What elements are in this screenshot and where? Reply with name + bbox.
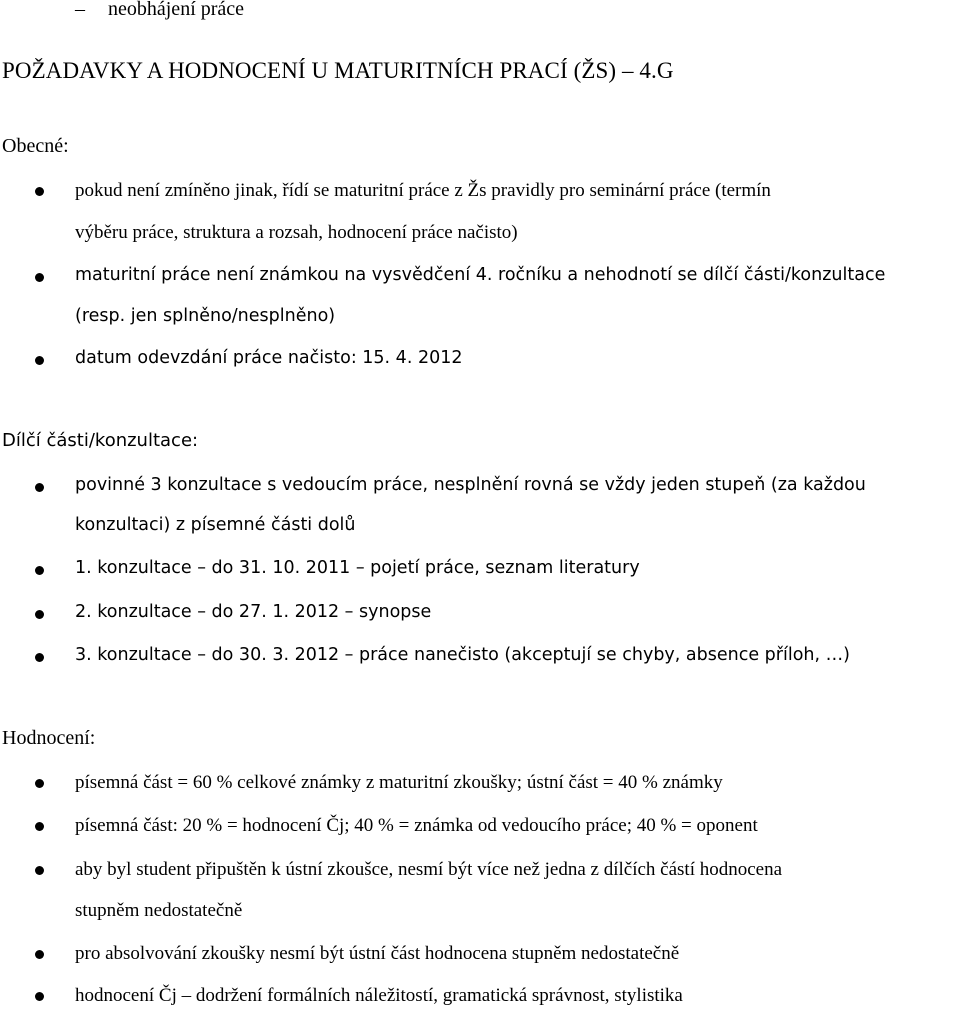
bullet-icon xyxy=(35,187,44,196)
list-item-line: stupněm nedostatečně xyxy=(75,900,243,921)
list-item-line: hodnocení Čj – dodržení formálních náležitostí, gramatická správnost, stylistika xyxy=(75,985,683,1006)
list-item-line: (resp. jen splněno/nesplněno) xyxy=(75,306,336,326)
list-item-line: 3. konzultace – do 30. 3. 2012 – práce nanečisto (akceptují se chyby, absence příloh, …) xyxy=(75,645,850,665)
list-item-line: 2. konzultace – do 27. 1. 2012 – synopse xyxy=(75,602,432,622)
bullet-icon xyxy=(35,483,44,492)
bullet-icon xyxy=(35,866,44,875)
list-item-line: aby byl student připuštěn k ústní zkoušce, nesmí být více než jedna z dílčích částí hodnocena xyxy=(75,859,783,880)
section-heading-parts: Dílčí části/konzultace: xyxy=(2,430,199,451)
bullet-icon xyxy=(35,653,44,662)
bullet-icon xyxy=(35,992,44,1001)
bullet-icon xyxy=(35,356,44,365)
list-item-line: povinné 3 konzultace s vedoucím práce, nesplnění rovná se vždy jeden stupeň (za každou xyxy=(75,475,866,495)
bullet-icon xyxy=(35,566,44,575)
list-item-line: písemná část = 60 % celkové známky z maturitní zkoušky; ústní část = 40 % známky xyxy=(75,772,723,793)
dash-bullet-icon: – xyxy=(75,0,85,20)
list-item-line: výběru práce, struktura a rozsah, hodnocení práce načisto) xyxy=(75,222,518,243)
section-heading-evaluation: Hodnocení: xyxy=(2,727,96,749)
bullet-icon xyxy=(35,822,44,831)
section-heading-general: Obecné: xyxy=(2,135,69,157)
bullet-icon xyxy=(35,779,44,788)
list-item-line: pro absolvování zkoušky nesmí být ústní část hodnocena stupněm nedostatečně xyxy=(75,943,680,964)
bullet-icon xyxy=(35,610,44,619)
list-item-line: konzultaci) z písemné části dolů xyxy=(75,515,356,535)
page-title: POŽADAVKY A HODNOCENÍ U MATURITNÍCH PRACÍ (ŽS) – 4.G xyxy=(2,58,674,83)
bullet-icon xyxy=(35,273,44,282)
list-item-line: maturitní práce není známkou na vysvědčení 4. ročníku a nehodnotí se dílčí části/konzultace xyxy=(75,265,886,285)
list-item-line: písemná část: 20 % = hodnocení Čj; 40 % = známka od vedoucího práce; 40 % = oponent xyxy=(75,815,758,836)
list-item-line: datum odevzdání práce načisto: 15. 4. 2012 xyxy=(75,348,463,368)
list-item-line: pokud není zmíněno jinak, řídí se maturitní práce z Žs pravidly pro seminární práce (termín xyxy=(75,180,771,201)
intro-list-item: neobhájení práce xyxy=(108,0,245,20)
list-item-line: 1. konzultace – do 31. 10. 2011 – pojetí práce, seznam literatury xyxy=(75,558,640,578)
bullet-icon xyxy=(35,950,44,959)
